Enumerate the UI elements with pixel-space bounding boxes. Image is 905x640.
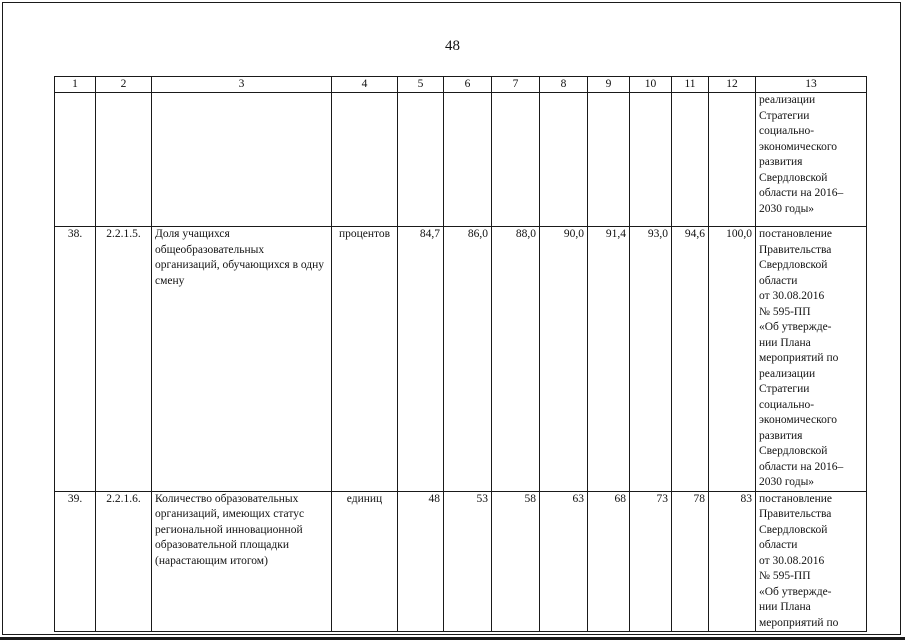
table-cell [492,93,540,227]
note-line: Стратегии [759,383,810,395]
row-number: 38. [55,227,96,492]
value-cell: 94,6 [672,227,709,492]
value-cell: 90,0 [540,227,588,492]
note-line: «Об утвержде- [759,585,832,598]
header-cell: 3 [152,77,332,93]
header-cell: 13 [756,77,867,93]
value-cell: 91,4 [588,227,630,492]
header-cell: 2 [96,77,152,93]
note-line: мероприятий по [759,616,839,629]
table-cell [588,93,630,227]
note-line: от 30.08.2016 [759,554,825,567]
table-cell [630,93,672,227]
note-line: мероприятий по [759,352,839,364]
table-row [55,227,867,492]
table-cell [55,93,96,227]
header-cell: 7 [492,77,540,93]
table-cell [96,93,152,227]
table-cell [332,93,398,227]
table-cell [709,93,756,227]
table-cell [152,93,332,227]
value-cell: 63 [540,491,588,632]
note-line: области на 2016– [759,187,844,199]
note-line: экономического [759,140,838,153]
note-line: «Об утвержде- [759,321,832,333]
value-cell: 83 [709,491,756,632]
note-line: реализации [759,367,816,380]
note-line: Свердловской [759,171,828,184]
value-cell: 93,0 [630,227,672,492]
header-cell: 10 [630,77,672,93]
page-number: 48 [445,38,460,54]
note-line: Правительства [759,508,832,520]
header-row [55,77,867,93]
row-code: 2.2.1.5. [96,227,152,492]
note-line: области [759,539,798,551]
table-cell [398,93,444,227]
note-line: № 595-ПП [759,305,811,318]
note-line: Свердловской [759,259,828,271]
table-cell [672,93,709,227]
header-cell: 9 [588,77,630,93]
unit: единиц [332,491,398,632]
note-line: Правительства [759,243,832,256]
note-line: 2030 годы» [759,202,815,215]
header-cell: 1 [55,77,96,93]
note-line: реализации [759,94,816,106]
note-line: постановление [759,228,833,240]
value-cell: 86,0 [444,227,492,492]
note-line: социально- [759,125,815,137]
note-line: постановление [759,492,833,505]
header-cell: 11 [672,77,709,93]
value-cell: 53 [444,491,492,632]
note-line: Свердловской [759,445,828,457]
note-line: нии Плана [759,601,811,613]
continuation-row [55,93,867,227]
note-line: развития [759,429,803,442]
value-cell: 73 [630,491,672,632]
indicators-table [54,76,867,632]
notes-cell [756,93,867,227]
unit: процентов [332,227,398,492]
notes-cell [756,491,867,632]
indicator-name: Количество образовательных организаций, имеющих статус региональной инновационной образовательной площадки (нарастающим итогом) [152,491,332,632]
header-cell: 6 [444,77,492,93]
notes-cell [756,227,867,492]
table-row [55,491,867,632]
note-line: Свердловской [759,523,828,536]
header-cell: 4 [332,77,398,93]
value-cell: 58 [492,491,540,632]
value-cell: 78 [672,491,709,632]
value-cell: 68 [588,491,630,632]
row-code: 2.2.1.6. [96,491,152,632]
indicator-name: Доля учащихся общеобразовательных организаций, обучающихся в одну смену [152,227,332,492]
value-cell: 48 [398,491,444,632]
note-line: Стратегии [759,109,810,122]
note-line: экономического [759,414,838,426]
note-line: социально- [759,398,815,411]
note-line: нии Плана [759,336,811,349]
note-line: области на 2016– [759,460,844,473]
table-cell [540,93,588,227]
note-line: развития [759,156,803,168]
note-line: области [759,274,798,287]
table-cell [444,93,492,227]
note-line: № 595-ПП [759,570,811,582]
value-cell: 88,0 [492,227,540,492]
header-cell: 5 [398,77,444,93]
header-cell: 12 [709,77,756,93]
row-number: 39. [55,491,96,632]
note-line: от 30.08.2016 [759,290,825,302]
note-line: 2030 годы» [759,476,815,488]
value-cell: 100,0 [709,227,756,492]
header-cell: 8 [540,77,588,93]
value-cell: 84,7 [398,227,444,492]
